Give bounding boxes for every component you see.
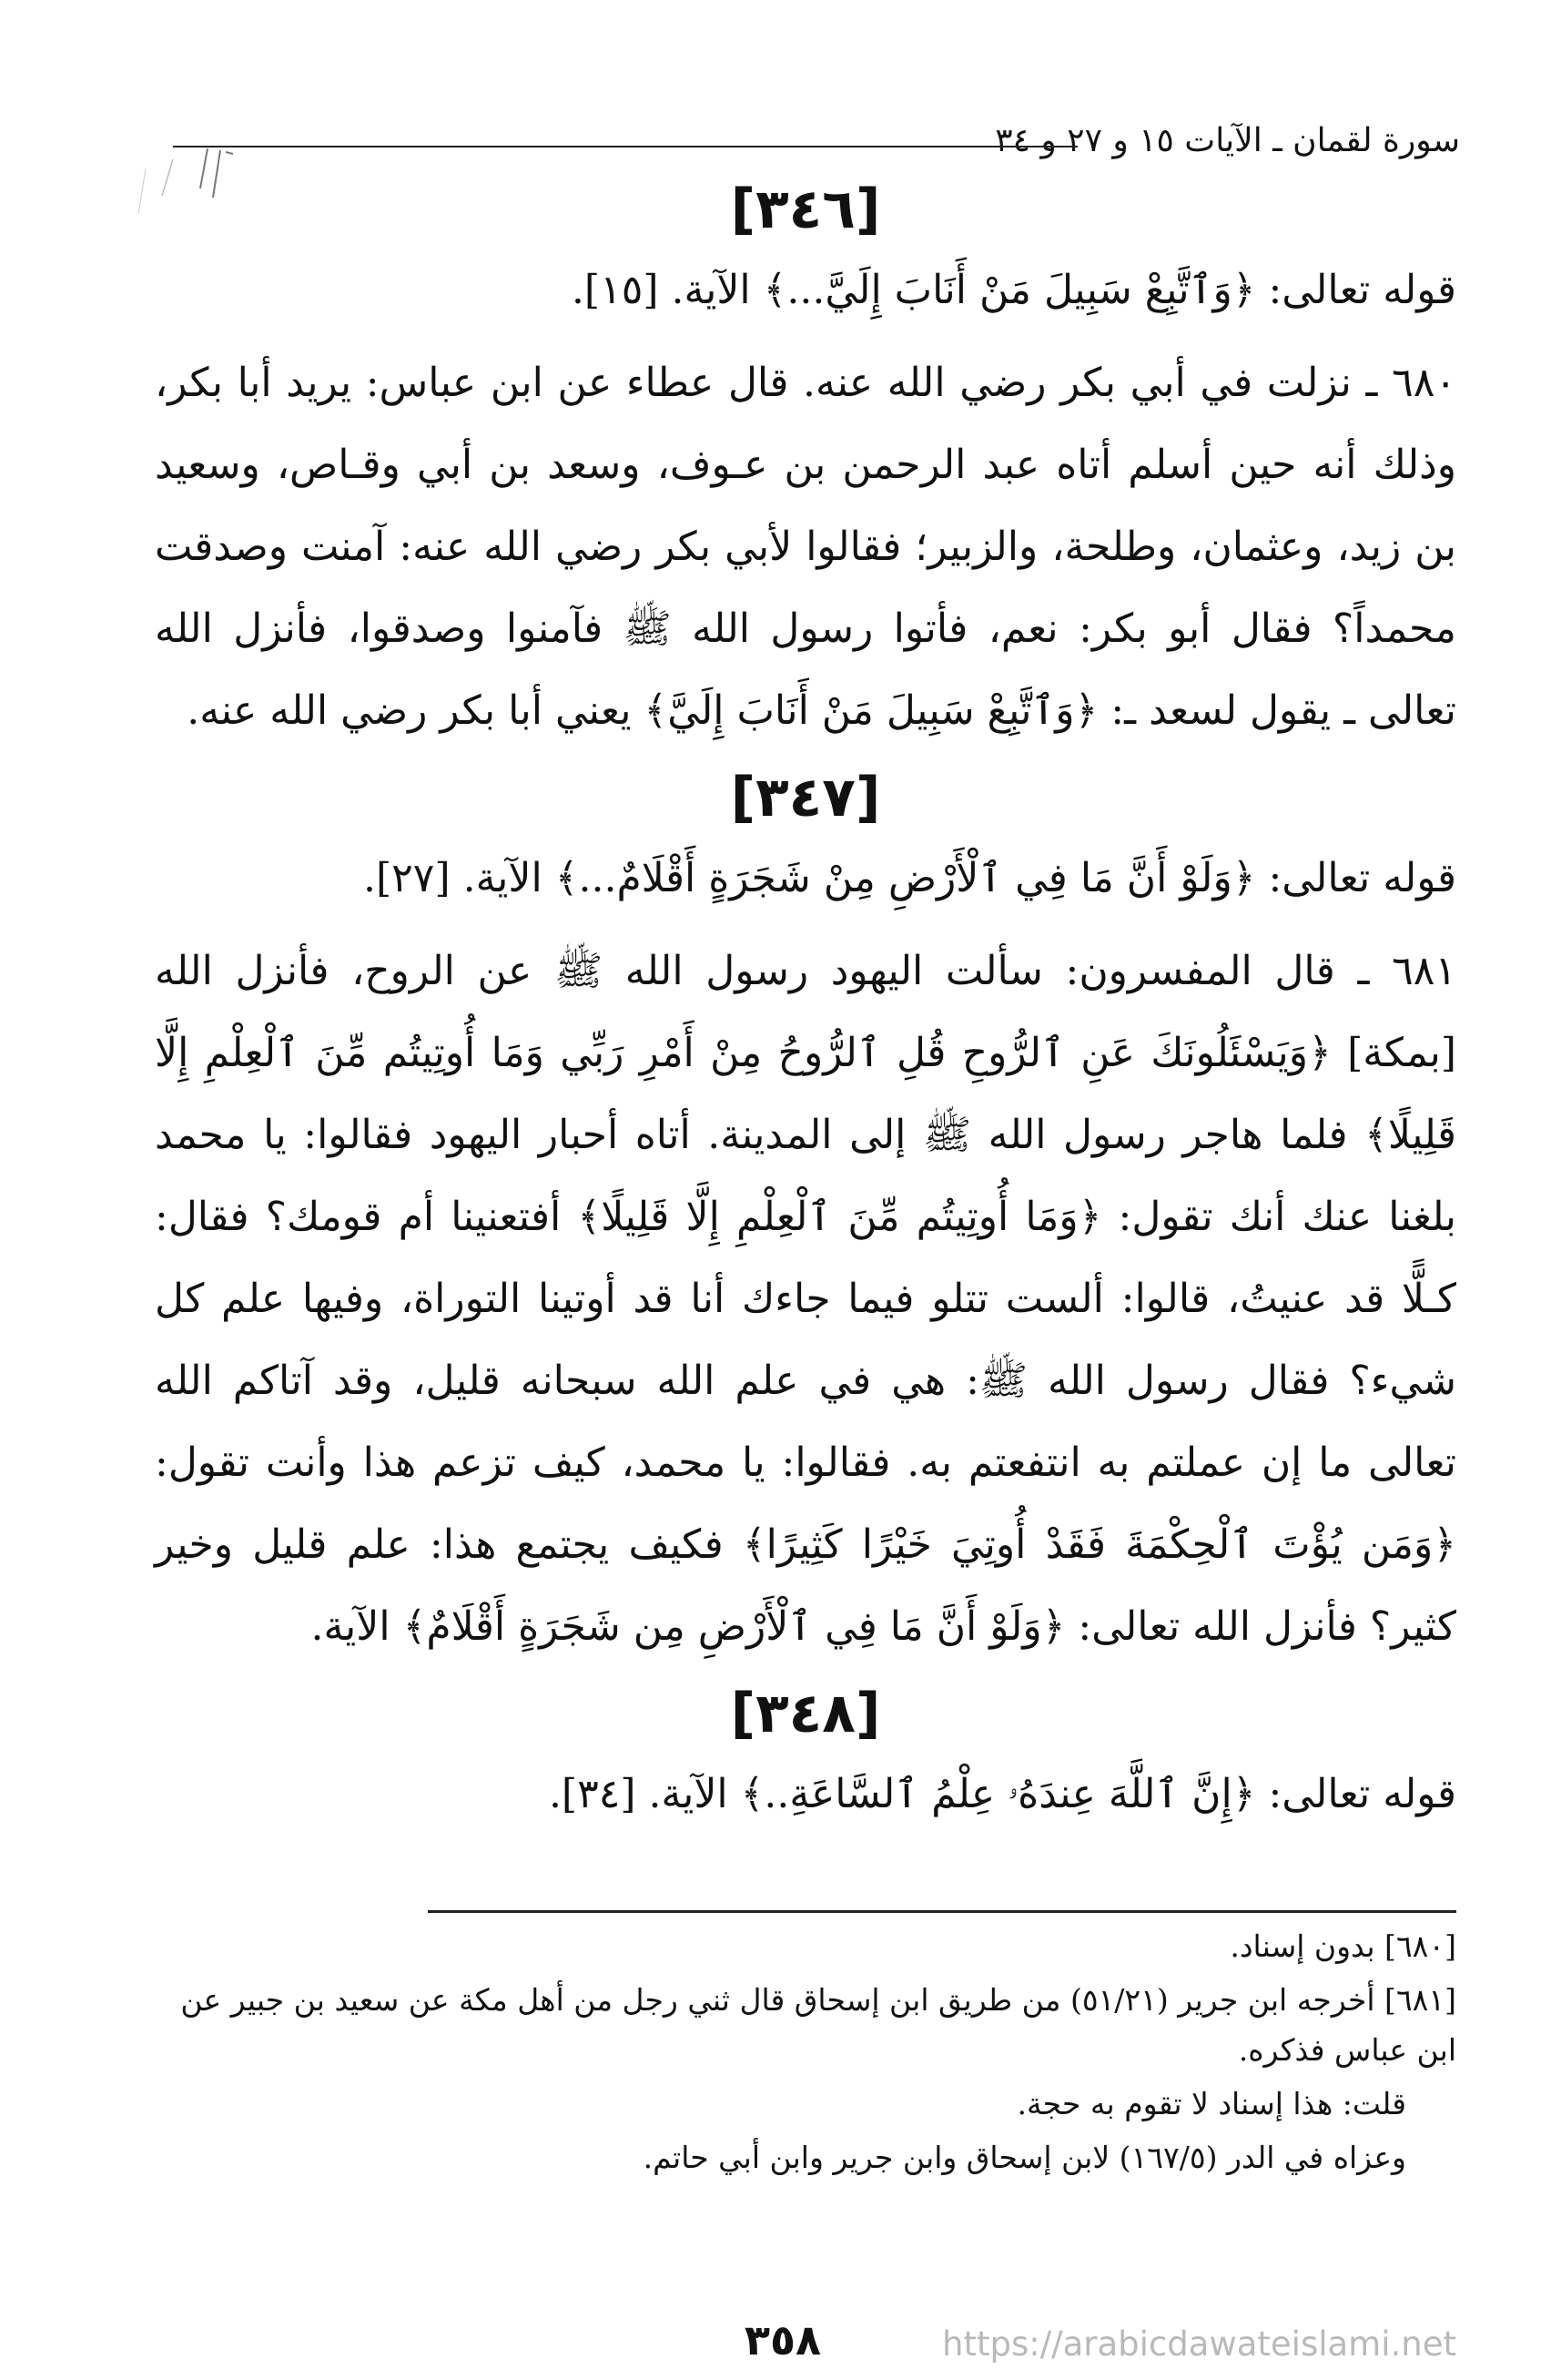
running-header — [164, 118, 1460, 164]
header-rule — [173, 146, 1078, 147]
verse-heading: قوله تعالى: ﴿وَلَوْ أَنَّ مَا فِي ٱلْأَرْضِ مِنْ شَجَرَةٍ أَقْلَامٌ...﴾ الآية. [٢٧]. — [363, 855, 1456, 901]
section-number: [٣٤٨] — [730, 1682, 881, 1745]
section-number: [٣٤٧] — [730, 766, 881, 829]
narration-paragraph: ٦٨١ ـ قال المفسرون: سألت اليهود رسول الله ﷺ عن الروح، فأنزل الله [بمكة] ﴿وَيَسْئَلُونَكَ عَنِ ٱلرُّوحِ قُلِ ٱلرُّوحُ مِنْ أَمْرِ رَبِّي وَمَا أُوتِيتُم مِّنَ ٱلْعِلْمِ إِلَّا قَلِيلًا﴾ فلما هاجر رسول الله ﷺ إلى المدينة. أتاه أحبار اليهود فقالوا: يا محمد بلغنا عنك أنك تقول: ﴿وَمَا أُوتِيتُم مِّنَ ٱلْعِلْمِ إِلَّا قَلِيلًا﴾ أفتعنينا أم قومك؟ فقال: كـلًّا قد عنيتُ، قالوا: ألست تتلو فيما جاءك أنا قد أوتينا التوراة، وفيها علم كل شيء؟ فقال رسول الله ﷺ: هي في علم الله سبحانه قليل، وقد آتاكم الله تعالى ما إن عملتم به انتفعتم به. فقالوا: يا محمد، كيف تزعم هذا وأنت تقول: ﴿وَمَن يُؤْتَ ٱلْحِكْمَةَ فَقَدْ أُوتِيَ خَيْرًا كَثِيرًا﴾ فكيف يجتمع هذا: علم قليل وخير كثير؟ فأنزل الله تعالى: ﴿وَلَوْ أَنَّ مَا فِي ٱلْأَرْضِ مِن شَجَرَةٍ أَقْلَامٌ﴾ الآية. — [155, 948, 1456, 1650]
section-number: [٣٤٦] — [730, 178, 881, 241]
verse-heading: قوله تعالى: ﴿إِنَّ ٱللَّهَ عِندَهُۥ عِلْمُ ٱلسَّاعَةِ..﴾ الآية. [٣٤]. — [548, 1771, 1456, 1817]
header-title: سورة لقمان ـ الآيات ١٥ و ٢٧ و ٣٤ — [995, 122, 1460, 159]
verse-heading: قوله تعالى: ﴿وَٱتَّبِعْ سَبِيلَ مَنْ أَنَابَ إِلَيَّ...﴾ الآية. [١٥]. — [571, 267, 1456, 313]
footnote: [٦٨٠] بدون إسناد. — [1230, 1928, 1456, 1964]
narration-paragraph: ٦٨٠ ـ نزلت في أبي بكر رضي الله عنه. قال عطاء عن ابن عباس: يريد أبا بكر، وذلك أنه حين أسلم أتاه عبد الرحمن بن عـوف، وسعد بن أبي وقـاص، وسعيد بن زيد، وعثمان، وطلحة، والزبير؛ فقالوا لأبي بكر رضي الله عنه: آمنت وصدقت محمداً؟ فقال أبو بكر: نعم، فأتوا رسول الله ﷺ فآمنوا وصدقوا، فأنزل الله تعالى ـ يقول لسعد ـ: ﴿وَٱتَّبِعْ سَبِيلَ مَنْ أَنَابَ إِلَيَّ﴾ يعني أبا بكر رضي الله عنه. — [155, 360, 1456, 734]
footnote-separator — [428, 1910, 1456, 1913]
page-number: ٣٥٨ — [744, 2315, 822, 2365]
watermark-url: https://arabicdawateislami.net — [942, 2324, 1456, 2364]
footnote: قلت: هذا إسناد لا تقوم به حجة. — [1017, 2086, 1406, 2121]
footnotes — [146, 1921, 1456, 2186]
main-text — [155, 173, 1456, 1846]
footnote: وعزاه في الدر (١٦٧/٥) لابن إسحاق وابن جرير وابن أبي حاتم. — [643, 2140, 1406, 2175]
footnote: [٦٨١] أخرجه ابن جرير (٥١/٢١) من طريق ابن إسحاق قال ثني رجل من أهل مكة عن سعيد بن جبير عن ابن عباس فذكره. — [180, 1982, 1456, 2068]
